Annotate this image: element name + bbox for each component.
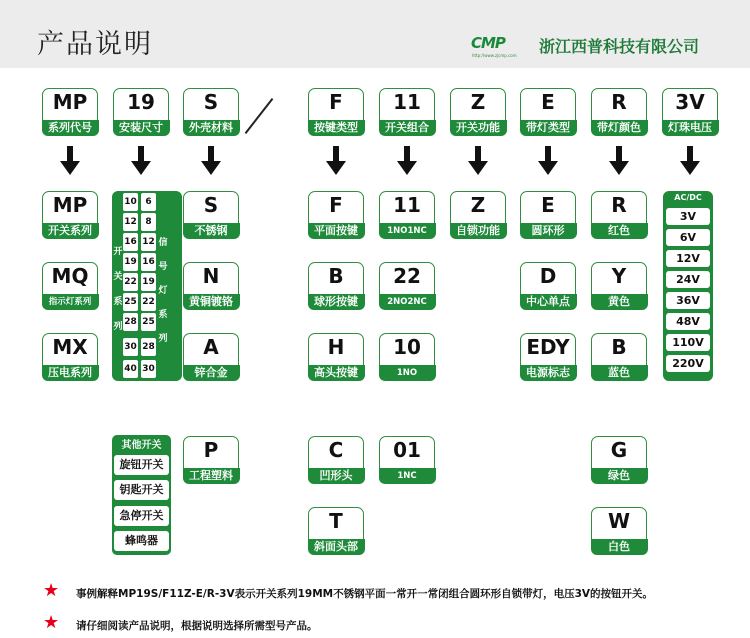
material-option-s [183,191,239,238]
code-label: 开关功能 [450,120,507,136]
option-code: A [203,335,219,359]
size-side-label: 号 [158,262,168,272]
option-label: 高头按键 [308,365,365,381]
size-cell: 19 [123,253,138,271]
lamp-color-option-b [591,333,647,380]
code-label: 开关组合 [379,120,436,136]
down-arrow-icon [64,146,76,176]
code-value: 3V [675,90,705,114]
code-box-button-type [308,88,364,135]
voltage-item: 110V [666,334,710,351]
star-icon: ★ [43,580,60,601]
option-label: 绿色 [591,468,648,484]
option-code: B [328,264,344,288]
series-option-mp [42,191,98,238]
option-label: 压电系列 [42,365,99,381]
voltage-item: 12V [666,250,710,267]
option-label: 自锁功能 [450,223,507,239]
option-label: 中心单点 [520,294,577,310]
button-option-b [308,262,364,309]
option-label: 不锈钢 [183,223,240,239]
code-box-size [113,88,169,135]
option-code: R [611,193,627,217]
option-label: 2NO2NC [379,294,436,310]
voltage-item: 3V [666,208,710,225]
option-label: 指示灯系列 [42,294,99,310]
code-box-lamp-color [591,88,647,135]
code-box-lamp-type [520,88,576,135]
logo-url: http://www.zjcmp.com [472,53,517,58]
function-option-z [450,191,506,238]
option-code: N [202,264,220,288]
option-code: Y [611,264,627,288]
other-switch-item: 急停开关 [114,506,169,526]
size-cell: 25 [123,293,138,311]
down-arrow-icon [330,146,342,176]
option-label: 红色 [591,223,648,239]
code-value: S [203,90,219,114]
button-option-t [308,507,364,554]
size-side-label: 关 [113,272,123,282]
button-option-h [308,333,364,380]
option-label: 平面按键 [308,223,365,239]
material-option-n [183,262,239,309]
code-value: F [329,90,343,114]
option-code: EDY [526,335,570,359]
option-code: S [203,193,219,217]
size-cell: 12 [141,233,156,251]
company-logo: CMP [471,34,505,52]
option-code: D [539,264,557,288]
size-side-label: 列 [158,334,168,344]
other-switches-list [112,435,171,555]
code-value: E [541,90,555,114]
series-option-mx [42,333,98,380]
code-label: 按键类型 [308,120,365,136]
size-side-label: 开 [113,247,123,257]
other-switch-item: 旋钮开关 [114,455,169,475]
size-cell: 12 [123,213,138,231]
size-cell: 16 [123,233,138,251]
code-value: R [611,90,627,114]
size-cell: 10 [123,193,138,211]
code-label: 带灯类型 [520,120,577,136]
option-label: 球形按键 [308,294,365,310]
option-code: C [328,438,344,462]
option-code: G [610,438,628,462]
lamp-type-option-edy [520,333,576,380]
code-box-switch-function [450,88,506,135]
size-side-label: 系 [158,310,168,320]
option-code: H [327,335,345,359]
voltage-item: 36V [666,292,710,309]
reading-note: 请仔细阅读产品说明，根据说明选择所需型号产品。 [76,620,318,632]
code-label: 带灯颜色 [591,120,648,136]
option-label: 黄铜镀铬 [183,294,240,310]
option-label: 1NO [379,365,436,381]
size-cell: 30 [141,360,156,378]
other-switch-item: 钥匙开关 [114,480,169,500]
button-option-c [308,436,364,483]
option-code: 01 [393,438,421,462]
option-label: 白色 [591,539,648,555]
size-cell: 40 [123,360,138,378]
voltage-item: 220V [666,355,710,372]
code-box-switch-combo [379,88,435,135]
down-arrow-icon [205,146,217,176]
option-code: Z [470,193,486,217]
size-cell: 8 [141,213,156,231]
down-arrow-icon [542,146,554,176]
option-code: MP [52,193,88,217]
down-arrow-icon [135,146,147,176]
option-label: 1NO1NC [379,223,436,239]
option-label: 开关系列 [42,223,99,239]
size-cell: 22 [123,273,138,291]
voltage-list [663,191,713,381]
voltage-item: 24V [666,271,710,288]
option-label: 黄色 [591,294,648,310]
down-arrow-icon [472,146,484,176]
combo-option-10 [379,333,435,380]
example-note: 事例解释MP19S/F11Z-E/R-3V表示开关系列19MM不锈钢平面一常开一常闭组合圆环形自锁带灯，电压3V的按钮开关。 [76,588,654,600]
down-arrow-icon [684,146,696,176]
option-label: 1NC [379,468,436,484]
down-arrow-icon [401,146,413,176]
option-label: 斜面头部 [308,539,365,555]
size-side-label: 系 [113,297,123,307]
option-label: 圆环形 [520,223,577,239]
size-cell: 28 [123,313,138,331]
option-code: E [541,193,555,217]
material-option-a [183,333,239,380]
size-cell: 28 [141,338,156,356]
series-option-mq [42,262,98,309]
code-label: 灯珠电压 [662,120,719,136]
code-value: 11 [393,90,421,114]
option-code: 22 [393,264,421,288]
code-value: MP [52,90,88,114]
code-label: 安装尺寸 [113,120,170,136]
option-label: 蓝色 [591,365,648,381]
lamp-color-option-y [591,262,647,309]
code-label: 外壳材料 [183,120,240,136]
other-switches-header: 其他开关 [121,440,162,451]
lamp-type-option-d [520,262,576,309]
separator-slash [245,98,274,134]
page-title: 产品说明 [37,29,153,60]
option-label: 工程塑料 [183,468,240,484]
code-value: 19 [127,90,155,114]
size-table [112,191,182,381]
lamp-color-option-g [591,436,647,483]
voltage-item: 48V [666,313,710,330]
other-switch-item: 蜂鸣器 [114,531,169,551]
size-side-label: 信 [158,238,168,248]
company-name: 浙江西普科技有限公司 [539,37,700,56]
option-code: P [203,438,219,462]
option-label: 电源标志 [520,365,577,381]
option-code: 10 [393,335,421,359]
size-cell: 16 [141,253,156,271]
option-label: 锌合金 [183,365,240,381]
size-cell: 19 [141,273,156,291]
option-code: T [329,509,343,533]
size-cell: 6 [141,193,156,211]
lamp-type-option-e [520,191,576,238]
option-code: MQ [51,264,89,288]
size-cell: 25 [141,313,156,331]
header-bar [0,0,750,68]
voltage-header: AC/DC [674,193,702,202]
lamp-color-option-w [591,507,647,554]
option-label: 凹形头 [308,468,365,484]
lamp-color-option-r [591,191,647,238]
button-option-f [308,191,364,238]
size-side-label: 灯 [158,286,168,296]
option-code: W [607,509,631,533]
option-code: 11 [393,193,421,217]
size-side-label: 列 [113,322,123,332]
option-code: F [329,193,343,217]
combo-option-01 [379,436,435,483]
code-box-series [42,88,98,135]
size-cell: 30 [123,338,138,356]
combo-option-11 [379,191,435,238]
combo-option-22 [379,262,435,309]
option-code: B [611,335,627,359]
code-label: 系列代号 [42,120,99,136]
code-box-material [183,88,239,135]
code-value: Z [470,90,486,114]
option-code: MX [52,335,88,359]
code-box-voltage [662,88,718,135]
material-option-p [183,436,239,483]
size-cell: 22 [141,293,156,311]
down-arrow-icon [613,146,625,176]
star-icon: ★ [43,612,60,633]
voltage-item: 6V [666,229,710,246]
